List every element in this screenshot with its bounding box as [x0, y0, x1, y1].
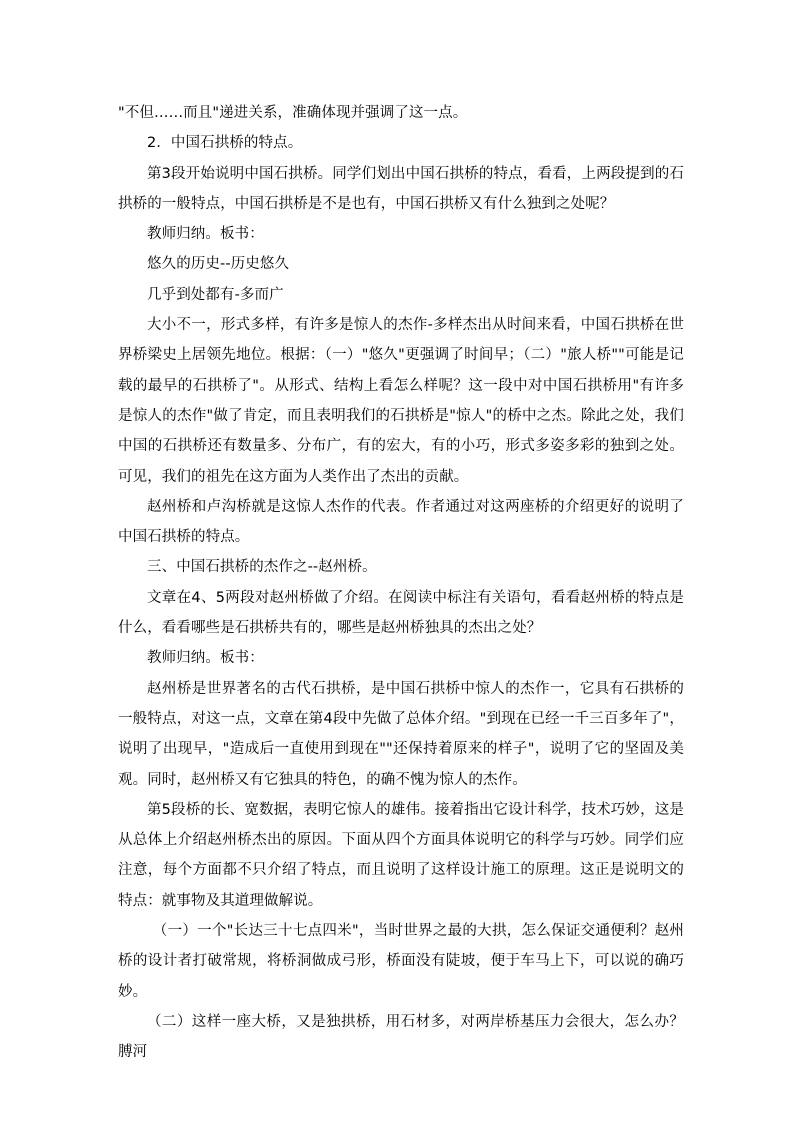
paragraph-7: 大小不一，形式多样，有许多是惊人的杰作-多样杰出从时间来看，中国石拱桥在世界桥梁史上居领先地位。根据：（一）"悠久"更强调了时间早；（二）"旅人桥""可能是记载的最早的石拱桥了"。从形式、结构上看怎么样呢？这一段中对中国石拱桥用"有许多是惊人的杰作"做了肯定，而且表明我们的石拱桥是"惊人"的桥中之杰。除此之处，我们中国的石拱桥还有数量多、分布广，有的宏大，有的小巧，形式多姿多彩的独到之处。可见，我们的祖先在这方面为人类作出了杰出的贡献。 — [118, 317, 684, 485]
section-heading-zhaozhou: 三、中国石拱桥的杰作之--赵州桥。 — [147, 559, 377, 576]
paragraph-15: （二）这样一座大桥，又是独拱桥，用石材多，对两岸桥基压力会很大，怎么办？膊河 — [118, 1013, 684, 1061]
board-note-2: 几乎到处都有-多而广 — [147, 286, 284, 303]
paragraph-8: 赵州桥和卢沟桥就是这惊人杰作的代表。作者通过对这两座桥的介绍更好的说明了中国石拱桥的特点。 — [118, 498, 684, 546]
teacher-summary-label-1: 教师归纳。板书： — [147, 226, 264, 243]
document-page — [118, 98, 684, 1068]
paragraph-10: 文章在4、5两段对赵州桥做了介绍。在阅读中标注有关语句，看看赵州桥的特点是什么，看看哪些是石拱桥共有的，哪些是赵州桥独具的杰出之处？ — [118, 589, 684, 637]
section-heading-features: 2．中国石拱桥的特点。 — [147, 135, 303, 152]
board-note-1: 悠久的历史--历史悠久 — [147, 256, 290, 273]
paragraph-3: 第3段开始说明中国石拱桥。同学们划出中国石拱桥的特点，看看，上两段提到的石拱桥的一般特点，中国石拱桥是不是也有，中国石拱桥又有什么独到之处呢？ — [118, 165, 684, 212]
paragraph-13: 第5段桥的长、宽数据，表明它惊人的雄伟。接着指出它设计科学，技术巧妙，这是从总体上介绍赵州桥杰出的原因。下面从四个方面具体说明它的科学与巧妙。同学们应注意，每个方面都不只介绍了特点，而且说明了这样设计施工的原理。这正是说明文的特点：就事物及其道理做解说。 — [118, 801, 684, 909]
teacher-summary-label-2: 教师归纳。板书： — [147, 650, 264, 667]
paragraph-14: （一）一个"长达三十七点四米"，当时世界之最的大拱，怎么保证交通便利？赵州桥的设计者打破常规，将桥洞做成弓形，桥面没有陡坡，便于车马上下，可以说的确巧妙。 — [118, 923, 684, 1000]
paragraph-1: "不但……而且"递进关系，准确体现并强调了这一点。 — [118, 105, 468, 121]
paragraph-12: 赵州桥是世界著名的古代石拱桥，是中国石拱桥中惊人的杰作一，它具有石拱桥的一般特点，对这一点，文章在第4段中先做了总体介绍。"到现在已经一千三百多年了"，说明了出现早，"造成后一直使用到现在""还保持着原来的样子"，说明了它的坚固及美观。同时，赵州桥又有它独具的特色，的确不愧为惊人的杰作。 — [118, 680, 684, 788]
